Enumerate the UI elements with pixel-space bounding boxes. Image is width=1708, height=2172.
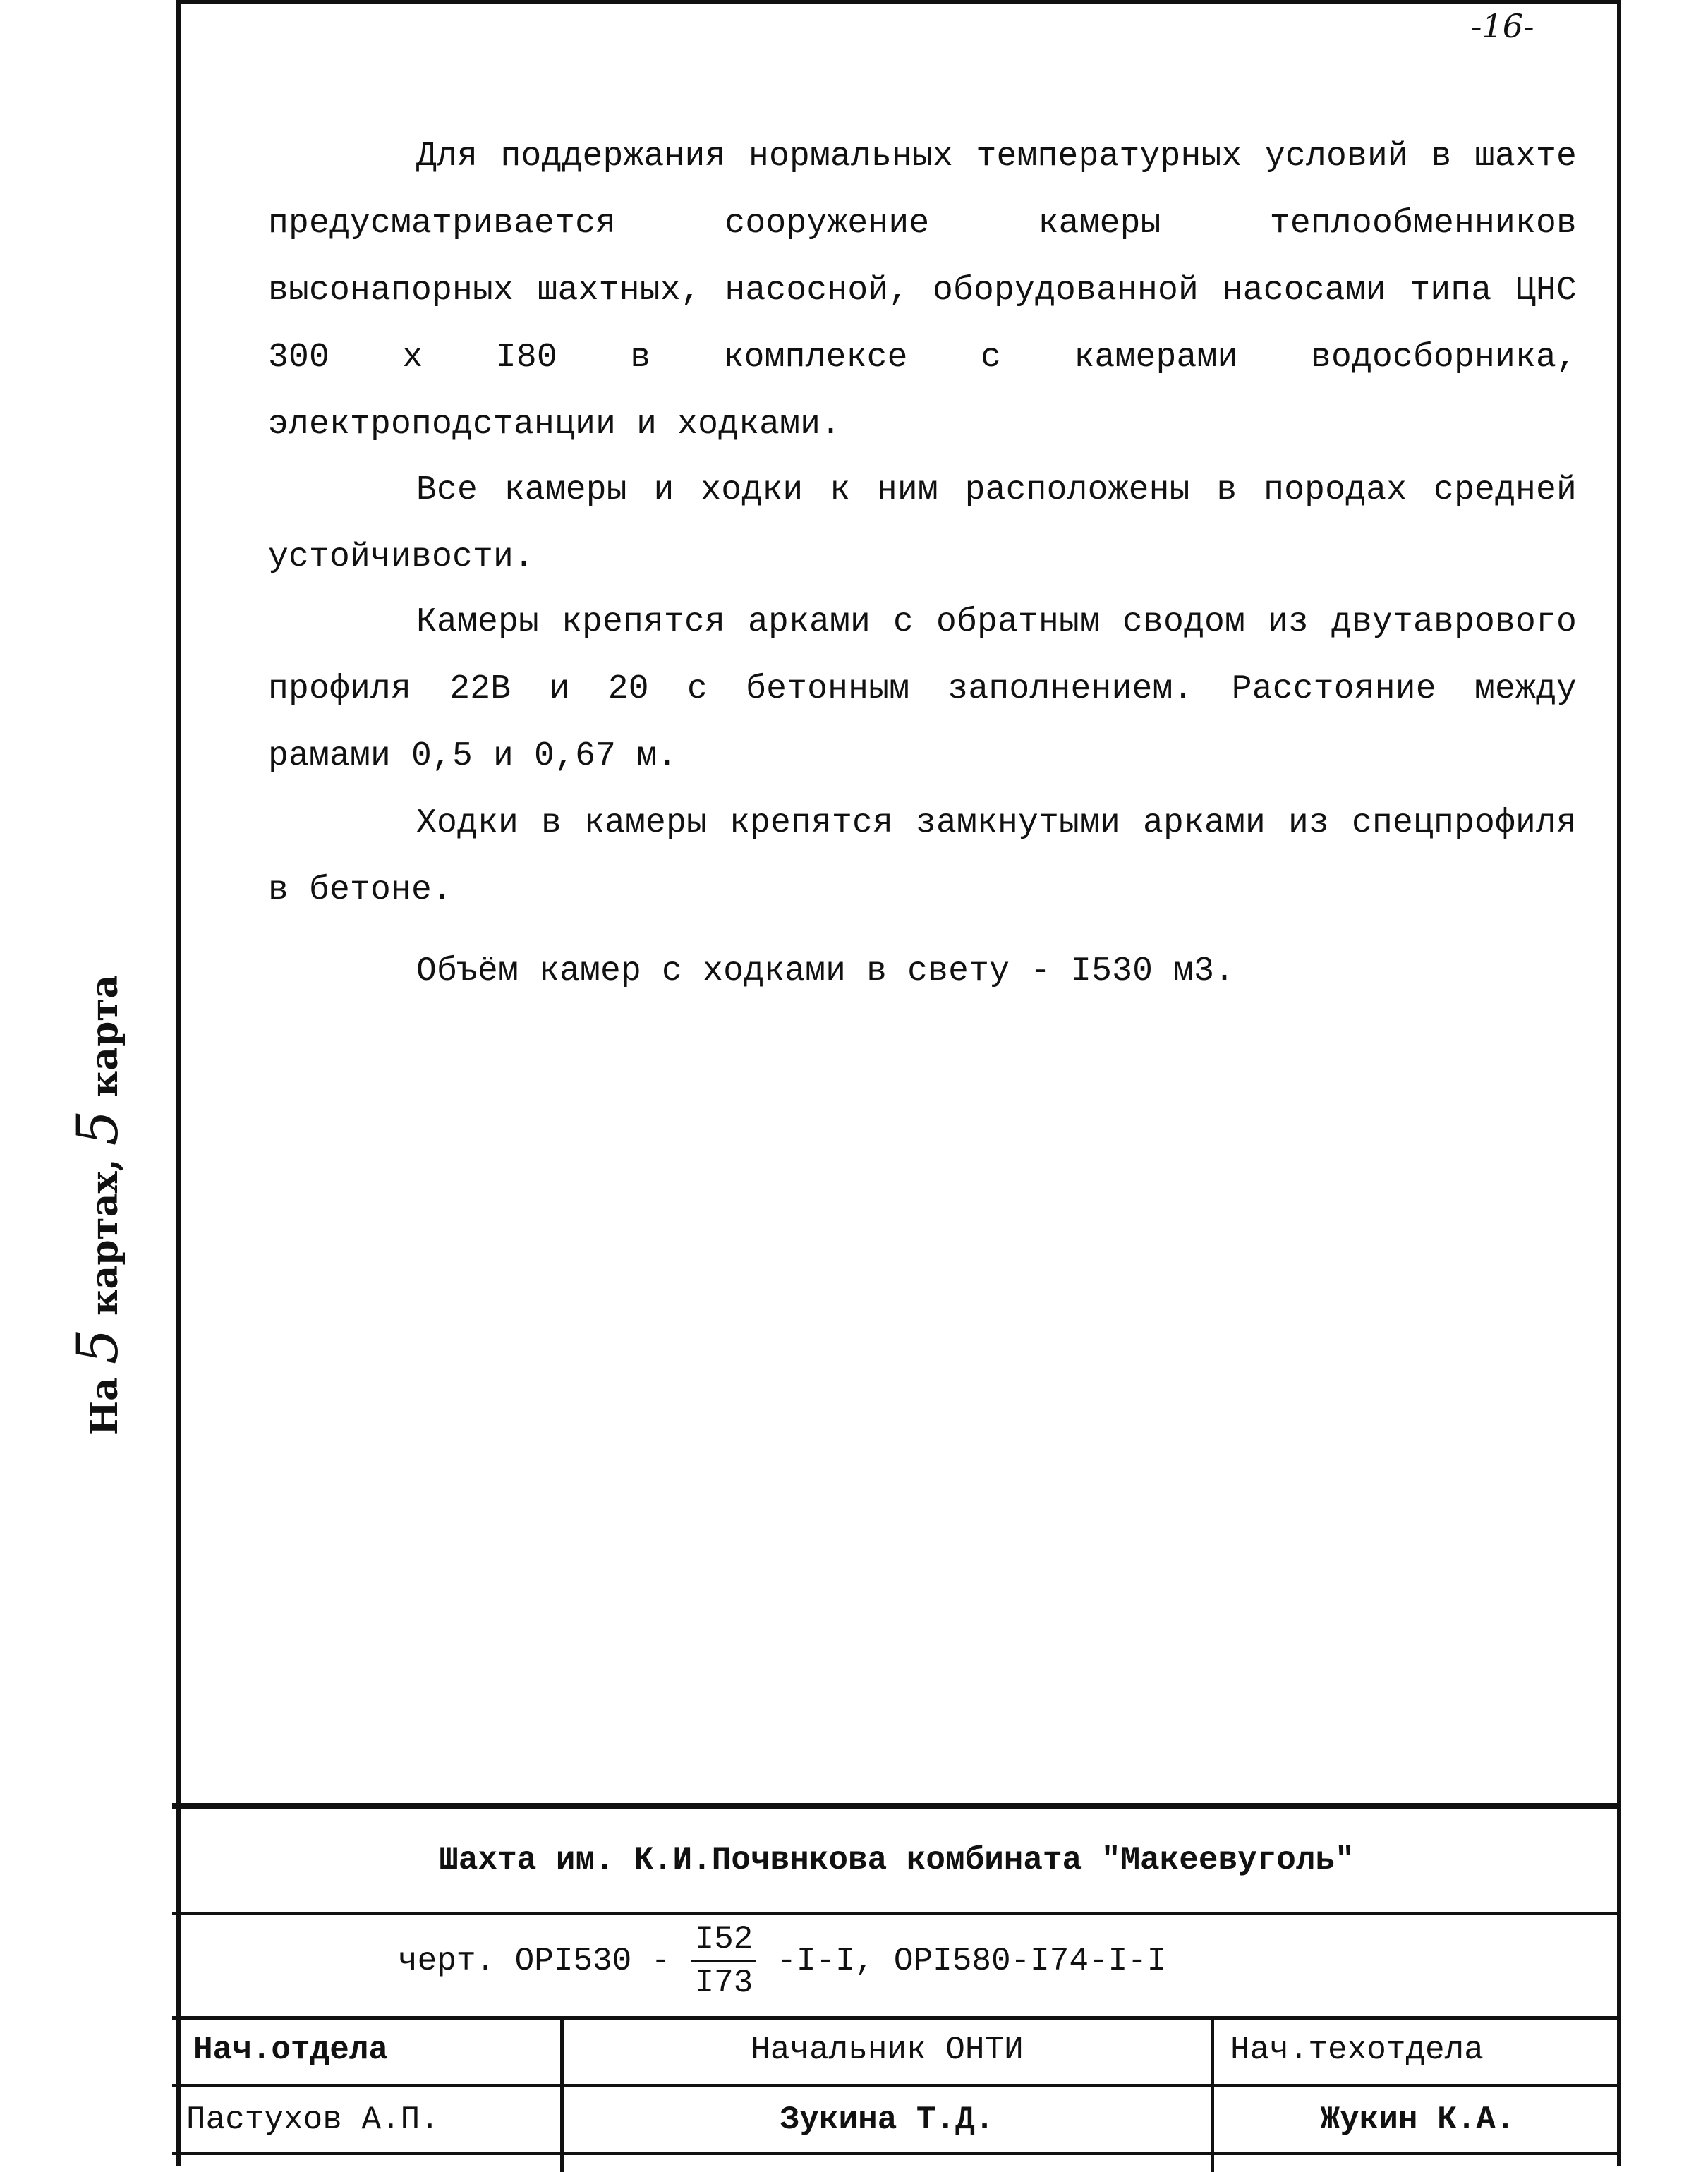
paragraph-2-text: Все камеры и ходки к ним расположены в породах средней устойчивости. [268, 471, 1577, 576]
table-divider [172, 2152, 1621, 2155]
sheet-note-suffix: карта [83, 974, 126, 1098]
fraction-denominator: I73 [694, 1965, 753, 2001]
paragraph-4-text: Ходки в камеры крепятся замкнутыми арками из спецпрофиля в бетоне. [268, 804, 1577, 909]
name-onti-head: Зукина Т.Д. [780, 2101, 995, 2138]
sheet-note-prefix: На [83, 1377, 126, 1436]
header-tech-head: Нач.техотдела [1230, 2032, 1484, 2068]
name-dept-head: Пастухов А.П. [186, 2101, 440, 2138]
paragraph-3 [268, 589, 1577, 790]
paragraph-1 [268, 123, 1577, 459]
organization-title: Шахта им. К.И.Почвнкова комбината "Макеевуголь" [439, 1842, 1355, 1879]
title-block [172, 1803, 1621, 2166]
paragraph-5 [268, 938, 1577, 1005]
signature-table [172, 2016, 1621, 2172]
paragraph-3-text: Камеры крепятся арками с обратным сводом из двутаврового профиля 22В и 20 с бетонным заполнением. Расстояние между рамами 0,5 и 0,67 м. [268, 603, 1577, 775]
paragraph-5-text: Объём камер с ходками в свету - I530 м3. [416, 952, 1235, 990]
sheet-count-note [65, 975, 131, 1436]
paragraph-4 [268, 790, 1577, 924]
header-onti-head: Начальник ОНТИ [751, 2032, 1024, 2068]
sheet-number-handwritten: 5 [65, 1110, 131, 1146]
drawing-prefix: черт. ОРI530 - [398, 1943, 671, 1979]
title-block-organization [172, 1809, 1621, 1915]
name-tech-head: Жукин К.А. [1320, 2101, 1515, 2138]
drawing-suffix: -I-I, ОРI580-I74-I-I [777, 1943, 1167, 1979]
header-dept-head: Нач.отдела [193, 2032, 389, 2068]
paragraph-1-text: Для поддержания нормальных температурных условий в шахте предусматривается сооружение камеры теплообменников высонапорных шахтных, насосной, оборудованной насосами типа ЦНС 300 х I80 в комплексе с камерами водосборника, электроподстанции и ходками. [268, 138, 1577, 444]
drawing-fraction [691, 1919, 756, 2003]
sheet-count-handwritten: 5 [65, 1328, 131, 1365]
page-number: -16- [1471, 7, 1534, 45]
paragraph-2 [268, 457, 1577, 591]
sheet-note-middle: картах, [83, 1158, 126, 1316]
fraction-numerator: I52 [691, 1919, 756, 1962]
drawing-reference [398, 1919, 1166, 2003]
title-block-drawing-ref [172, 1912, 1621, 2020]
